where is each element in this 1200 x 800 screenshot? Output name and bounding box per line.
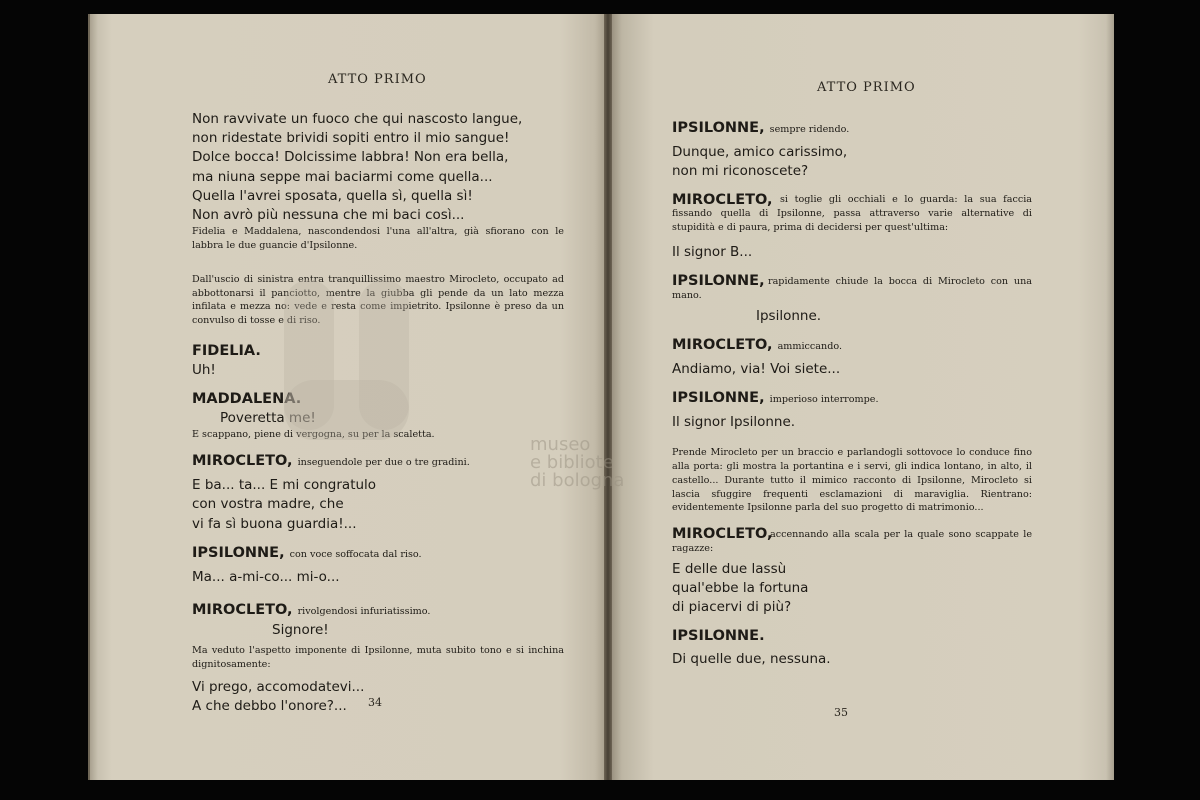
verse-line: Non avrò più nessuna che mi baci così... <box>192 207 465 224</box>
dialogue-line: Di quelle due, nessuna. <box>672 651 831 668</box>
stage-direction: sempre ridendo. <box>769 124 850 135</box>
page-number: 35 <box>834 706 848 719</box>
character-name: MIROCLETO, <box>192 453 293 470</box>
dialogue-line: Andiamo, via! Voi siete... <box>672 360 841 377</box>
watermark-text <box>530 436 624 490</box>
character-name: IPSILONNE, <box>192 544 285 561</box>
stage-direction: ammiccando. <box>777 340 843 352</box>
speaker-line <box>192 452 564 472</box>
dialogue-line: Poveretta me! <box>220 410 316 427</box>
character-name: IPSILONNE. <box>672 628 765 645</box>
stage-direction: imperioso interrompe. <box>769 394 879 405</box>
character-name: MIROCLETO, <box>192 602 293 619</box>
stage-direction: Ma veduto l'aspetto imponente di Ipsilonne, muta subito tono e si inchina dignitosamente: <box>192 645 564 671</box>
speaker-line <box>672 336 1032 356</box>
dialogue-line: con vostra madre, che <box>192 496 344 513</box>
stage-direction: con voce soffocata dal riso. <box>289 548 422 560</box>
page-text <box>672 119 1032 670</box>
verse-line: Non ravvivate un fuoco che qui nascosto langue, <box>192 111 523 127</box>
running-header: ATTO PRIMO <box>328 72 427 87</box>
dialogue-line: Uh! <box>192 362 216 378</box>
stage-direction: rivolgendosi infuriatissimo. <box>297 606 431 618</box>
stage-direction: rapidamente chiude la bocca di Mirocleto con una mano. <box>672 276 1032 301</box>
speaker-line <box>192 601 564 621</box>
dialogue-line: E delle due lassù <box>672 560 787 577</box>
watermark-line: museo <box>530 434 591 455</box>
dialogue-line: Vi prego, accomodatevi... <box>192 678 365 695</box>
running-header: ATTO PRIMO <box>817 80 916 95</box>
right-page <box>608 14 1114 780</box>
dialogue-line: Ma... a-mi-co... mi-o... <box>192 568 340 585</box>
character-name: MIROCLETO, <box>672 192 773 209</box>
character-name: MIROCLETO, <box>672 526 773 543</box>
verse-line: non ridestate brividi sopiti entro il mio sangue! <box>192 130 510 147</box>
page-number: 34 <box>368 696 382 709</box>
dialogue-line: Signore! <box>272 622 329 639</box>
stage-direction: accennando alla scala per la quale sono scappate le ragazze: <box>672 529 1032 554</box>
verse-line: Dolce bocca! Dolcissime labbra! Non era bella, <box>192 149 509 166</box>
page-text <box>192 110 564 716</box>
verse-line: Quella l'avrei sposata, quella sì, quella sì! <box>192 187 473 204</box>
stage-direction: Fidelia e Maddalena, nascondendosi l'una all'altra, già sfiorano con le labbra le due guancie d'Ipsilonne. <box>192 226 564 252</box>
character-name: IPSILONNE, <box>672 120 765 136</box>
stage-direction: Prende Mirocleto per un braccio e parlandogli sottovoce lo conduce fino alla porta: gli mostra la portantina e i servi, gli indica lontano, in alto, il castello... Durante tutto il mimico racconto di Ipsilonne, Mirocleto si lascia sfuggire frequenti esclamazioni di maraviglia. Rientrano: evidentemente Ipsilonne parla del suo progetto di matrimonio... <box>672 447 1032 514</box>
dialogue-line: A che debbo l'onore?... <box>192 698 347 715</box>
verse-line: ma niuna seppe mai baciarmi come quella... <box>192 168 493 185</box>
character-name: IPSILONNE, <box>672 390 765 406</box>
dialogue-line: Dunque, amico carissimo, <box>672 144 848 160</box>
watermark-line: e bibliote <box>530 452 614 473</box>
character-name: MADDALENA. <box>192 391 302 408</box>
character-name: FIDELIA. <box>192 343 261 359</box>
dialogue-line: E ba... ta... E mi congratulo <box>192 477 377 494</box>
dialogue-line: Ipsilonne. <box>756 307 822 324</box>
open-book <box>88 14 1114 780</box>
book-gutter <box>604 14 612 780</box>
stage-direction: inseguendole per due o tre gradini. <box>297 457 470 469</box>
dialogue-line: Il signor Ipsilonne. <box>672 414 796 430</box>
speaker-line <box>192 544 564 564</box>
left-page <box>88 14 608 780</box>
speaker-line <box>672 119 1032 139</box>
dialogue-line: di piacervi di più? <box>672 599 792 616</box>
character-name: MIROCLETO, <box>672 336 773 353</box>
dialogue-line: qual'ebbe la fortuna <box>672 579 809 596</box>
stage-direction: si toglie gli occhiali e lo guarda: la sua faccia fissando quella di Ipsilonne, passa attraverso varie alternative di stupidità e di paura, prima di decidersi per quest'ultima: <box>672 194 1032 233</box>
speaker-line <box>672 389 1032 409</box>
watermark-line: di bologna <box>530 470 625 491</box>
dialogue-line: vi fa sì buona guardia!... <box>192 515 357 532</box>
stage-direction: Dall'uscio di sinistra entra tranquillissimo maestro Mirocleto, occupato ad abbottonarsi il panciotto, mentre la giubba gli pende da un lato mezza infilata e mezza no: vede e resta come impietrito. Ipsilonne è preso da un convulso di tosse e di riso. <box>192 273 564 327</box>
character-name: IPSILONNE, <box>672 273 765 289</box>
dialogue-line: Il signor B... <box>672 243 753 260</box>
dialogue-line: non mi riconoscete? <box>672 163 809 180</box>
stage-direction: E scappano, piene di vergogna, su per la scaletta. <box>192 429 435 441</box>
